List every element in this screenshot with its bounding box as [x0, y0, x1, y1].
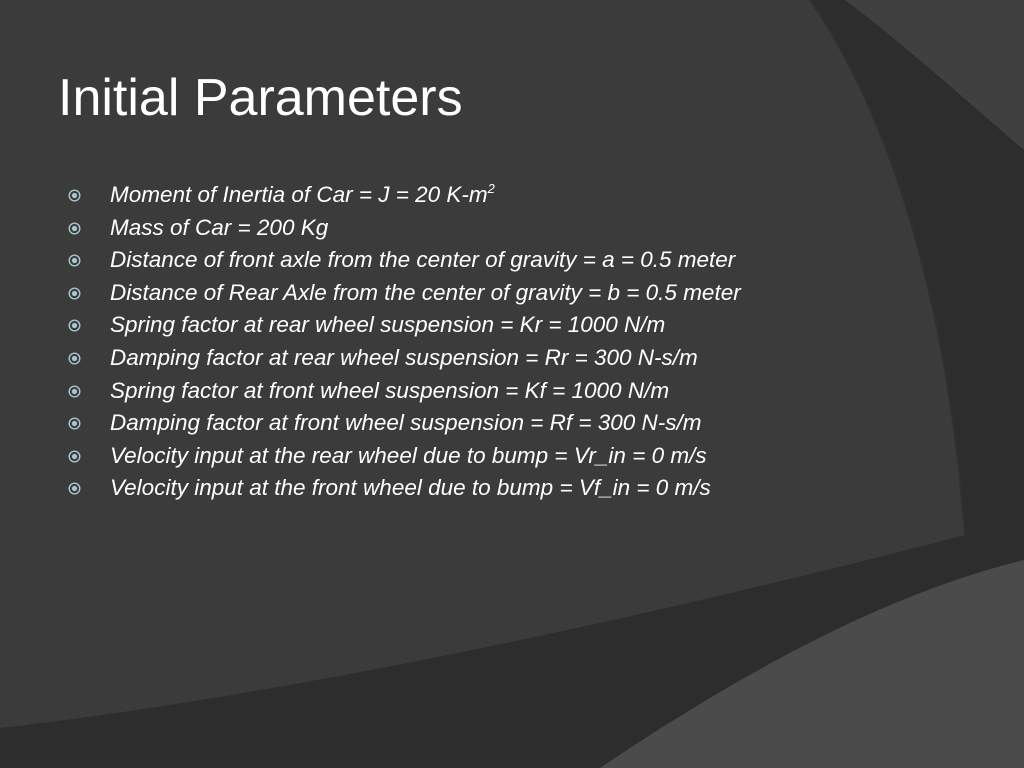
list-item — [66, 375, 741, 408]
bullet-text: Damping factor at rear wheel suspension = Rr = 300 N-s/m — [110, 344, 698, 370]
circle-dot-icon — [68, 450, 81, 463]
list-item — [66, 407, 741, 440]
bullet-text: Velocity input at the front wheel due to bump = Vf_in = 0 m/s — [110, 475, 711, 501]
bullet-text: Distance of front axle from the center of gravity = a = 0.5 meter — [110, 247, 736, 273]
circle-dot-icon — [68, 287, 81, 300]
list-item — [66, 179, 741, 212]
circle-dot-icon — [68, 417, 81, 430]
superscript: 2 — [487, 181, 495, 196]
bullet-text: Moment of Inertia of Car = J = 20 $K-m^2$ — [110, 181, 495, 207]
bullet-text: Damping factor at front wheel suspension = Rf = 300 N-s/m — [110, 410, 702, 436]
parameter-list — [66, 179, 741, 505]
circle-dot-icon — [68, 352, 81, 365]
slide-title: Initial Parameters — [58, 69, 463, 127]
circle-dot-icon — [68, 482, 81, 495]
circle-dot-icon — [68, 319, 81, 332]
circle-dot-icon — [68, 189, 81, 202]
bullet-text: Distance of Rear Axle from the center of gravity = b = 0.5 meter — [110, 279, 741, 305]
list-item — [66, 244, 741, 277]
circle-dot-icon — [68, 222, 81, 235]
list-item — [66, 309, 741, 342]
list-item — [66, 277, 741, 310]
list-item — [66, 342, 741, 375]
bullet-text: Spring factor at rear wheel suspension = Kr = 1000 N/m — [110, 312, 666, 338]
list-item — [66, 212, 741, 245]
bullet-text: Mass of Car = 200 Kg — [110, 214, 329, 240]
bullet-text: Velocity input at the rear wheel due to bump = Vr_in = 0 m/s — [110, 442, 707, 468]
circle-dot-icon — [68, 254, 81, 267]
list-item — [66, 472, 741, 505]
list-item — [66, 440, 741, 473]
circle-dot-icon — [68, 385, 81, 398]
bullet-text: Spring factor at front wheel suspension = Kf = 1000 N/m — [110, 377, 670, 403]
